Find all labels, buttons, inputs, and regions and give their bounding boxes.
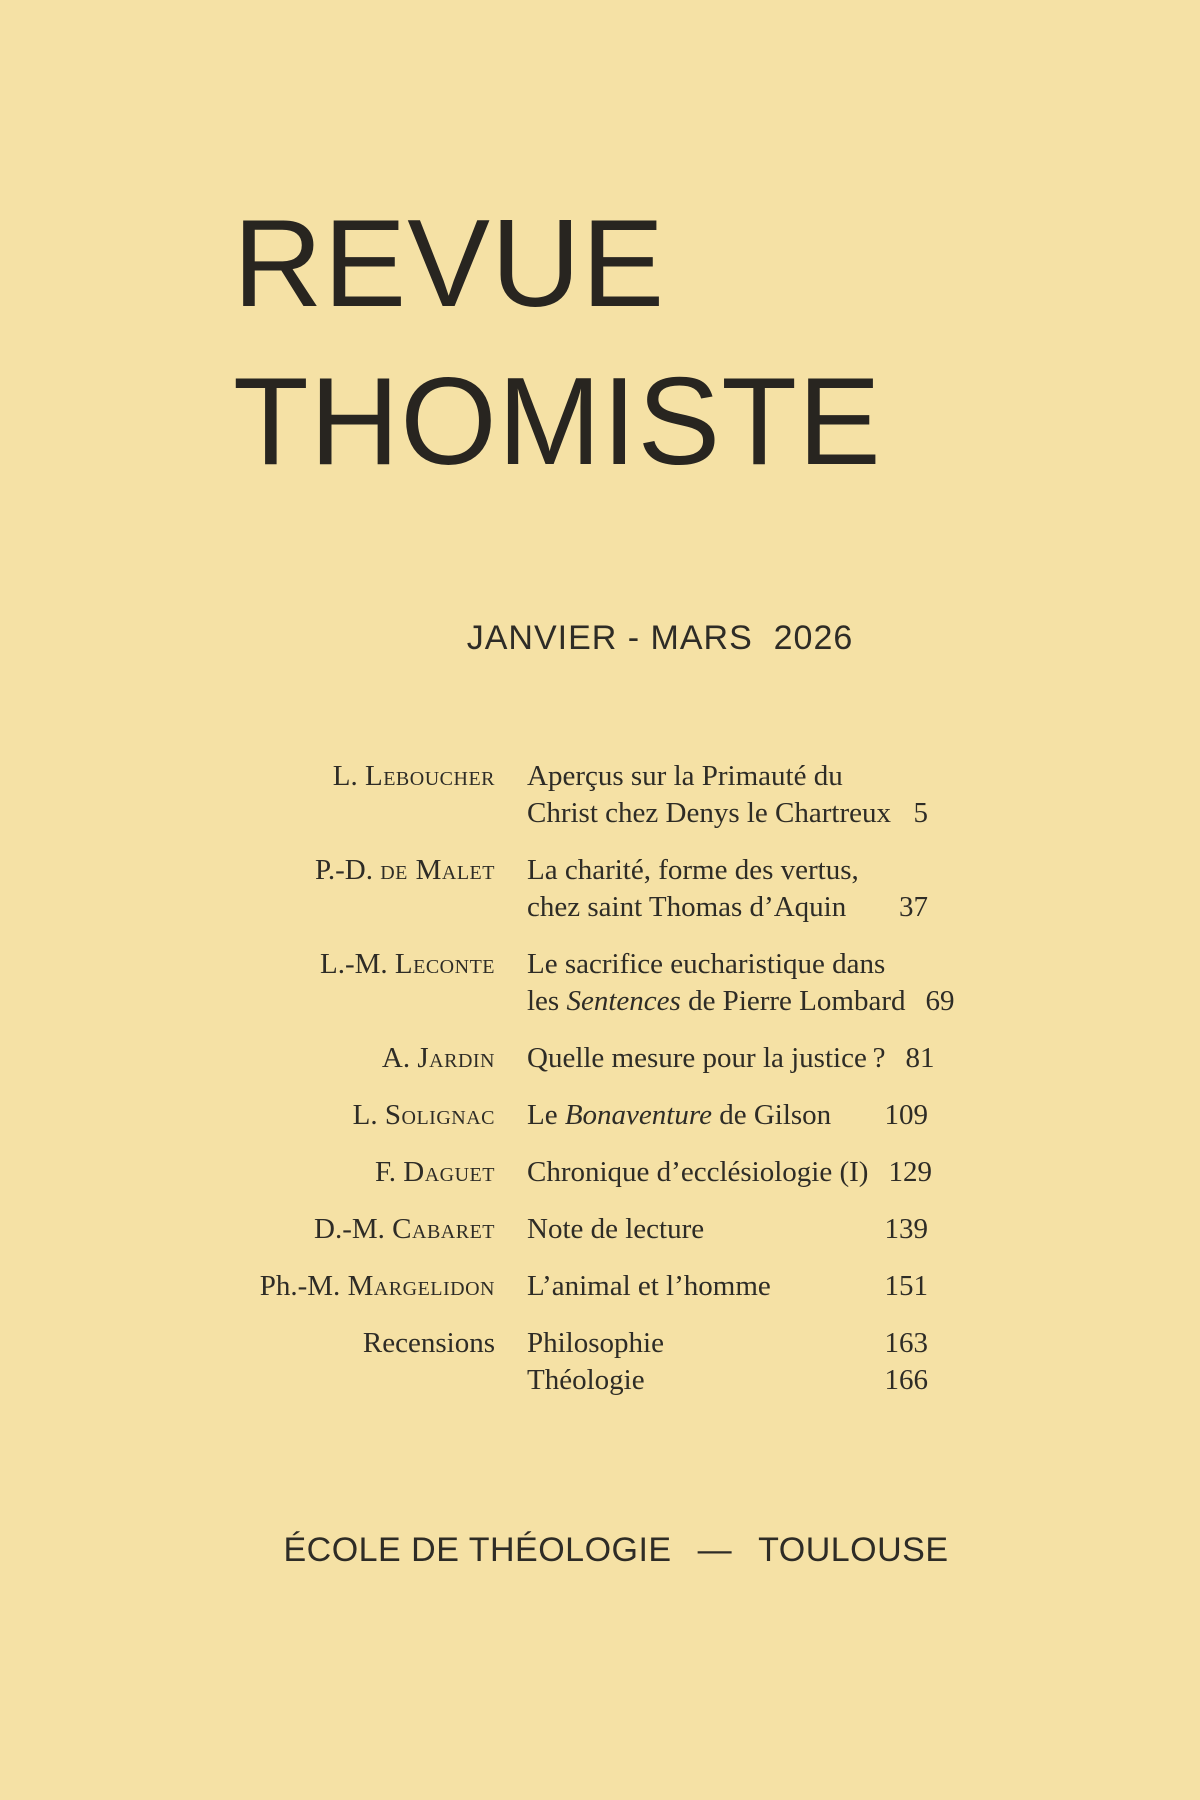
- toc-title-line: [527, 1362, 928, 1399]
- toc-author: [0, 852, 495, 926]
- toc-title-text: Le Bonaventure de Gilson: [527, 1099, 832, 1131]
- toc-title-lines: [527, 1325, 928, 1399]
- toc-entry: [0, 852, 928, 926]
- em-dash: —: [697, 1531, 733, 1569]
- toc-title-line: [527, 983, 955, 1020]
- toc-author-name: de Malet: [380, 854, 495, 886]
- toc-title-line: [527, 1097, 928, 1134]
- toc-title-line: [527, 946, 928, 983]
- toc-title-line: [527, 1154, 932, 1191]
- toc-entry: [0, 1154, 932, 1191]
- toc-author-name: Solignac: [384, 1099, 495, 1131]
- toc-title-line: [527, 1268, 928, 1305]
- toc-author: [0, 1268, 495, 1305]
- toc-title-line: [527, 758, 928, 795]
- toc-title-text: chez saint Thomas d’Aquin: [527, 891, 847, 923]
- toc-author: [0, 1097, 495, 1134]
- toc-title-text: Théologie: [527, 1364, 645, 1396]
- toc-author-initials: L.-M.: [319, 948, 395, 980]
- toc-title-text: Note de lecture: [527, 1213, 705, 1245]
- toc-author-name: Daguet: [403, 1156, 495, 1188]
- toc-title-text: Philosophie: [527, 1327, 664, 1359]
- toc-author-name: Margelidon: [347, 1270, 495, 1302]
- toc-author-initials: P.-D.: [314, 854, 381, 886]
- page-number: 129: [888, 1156, 932, 1188]
- toc-entry: [0, 946, 955, 1020]
- toc-author: [0, 1211, 495, 1248]
- toc-author: [0, 1325, 495, 1399]
- publisher-name: ÉCOLE DE THÉOLOGIE: [283, 1531, 672, 1569]
- toc-entry: [0, 1325, 928, 1399]
- toc-title-line: [527, 889, 928, 926]
- page-number: 163: [884, 1327, 928, 1359]
- toc-entry: [0, 1097, 928, 1134]
- toc-title-text: Le sacrifice eucharistique dans: [527, 948, 886, 980]
- toc-title-line: [527, 1040, 935, 1077]
- journal-title-line2: THOMISTE: [233, 353, 882, 491]
- journal-title-line1: REVUE: [233, 195, 666, 333]
- toc-author-initials: A.: [381, 1042, 418, 1074]
- toc-entry: [0, 1040, 935, 1077]
- toc-title-lines: [527, 1211, 928, 1248]
- toc-title-lines: [527, 1040, 935, 1077]
- toc-title-line: [527, 795, 928, 832]
- toc-author: [0, 1040, 495, 1077]
- toc-author: [0, 1154, 495, 1191]
- toc-title-lines: [527, 946, 955, 1020]
- toc-title-text: Quelle mesure pour la justice ?: [527, 1042, 886, 1074]
- page-number: 151: [884, 1270, 928, 1302]
- toc-author-initials: L.: [352, 1099, 385, 1131]
- toc-entry: [0, 1268, 928, 1305]
- toc-title-text: Christ chez Denys le Chartreux: [527, 797, 892, 829]
- toc-author-initials: L.: [332, 760, 365, 792]
- toc-title-line: [527, 852, 928, 889]
- page-number: 139: [884, 1213, 928, 1245]
- toc-author-name: Jardin: [417, 1042, 495, 1074]
- publisher-line: [283, 1528, 948, 1572]
- toc-title-text: L’animal et l’homme: [527, 1270, 771, 1302]
- issue-date: JANVIER - MARS 2026: [466, 619, 854, 657]
- toc-title-lines: [527, 852, 928, 926]
- page-number: 81: [905, 1042, 935, 1074]
- toc-entry: [0, 1211, 928, 1248]
- toc-author-initials: Ph.-M.: [259, 1270, 348, 1302]
- toc-author-name: Leboucher: [365, 760, 495, 792]
- toc-author-initials: D.-M.: [314, 1213, 393, 1245]
- page-number: 109: [884, 1099, 928, 1131]
- toc-author: [0, 758, 495, 832]
- toc-title-text: La charité, forme des vertus,: [527, 854, 859, 886]
- toc-author-initials: F.: [374, 1156, 404, 1188]
- toc-entry: [0, 758, 928, 832]
- toc-author-name: Leconte: [394, 948, 495, 980]
- page-number: 69: [925, 985, 955, 1017]
- table-of-contents: [0, 758, 955, 1419]
- toc-title-line: [527, 1325, 928, 1362]
- page-number: 37: [899, 891, 928, 923]
- publisher-city: TOULOUSE: [758, 1531, 949, 1569]
- toc-title-text: Chronique d’ecclésiologie (I): [527, 1156, 869, 1188]
- page-number: 166: [884, 1364, 928, 1396]
- journal-title: [233, 185, 882, 501]
- toc-title-line: [527, 1211, 928, 1248]
- toc-author: [0, 946, 495, 1020]
- toc-title-text: Aperçus sur la Primauté du: [527, 760, 843, 792]
- toc-title-text: les Sentences de Pierre Lombard: [527, 985, 906, 1017]
- toc-author-name: Recensions: [362, 1327, 495, 1359]
- toc-title-lines: [527, 1268, 928, 1305]
- toc-title-lines: [527, 758, 928, 832]
- toc-title-lines: [527, 1097, 928, 1134]
- toc-author-name: Cabaret: [392, 1213, 495, 1245]
- page-number: 5: [913, 797, 928, 829]
- toc-title-lines: [527, 1154, 932, 1191]
